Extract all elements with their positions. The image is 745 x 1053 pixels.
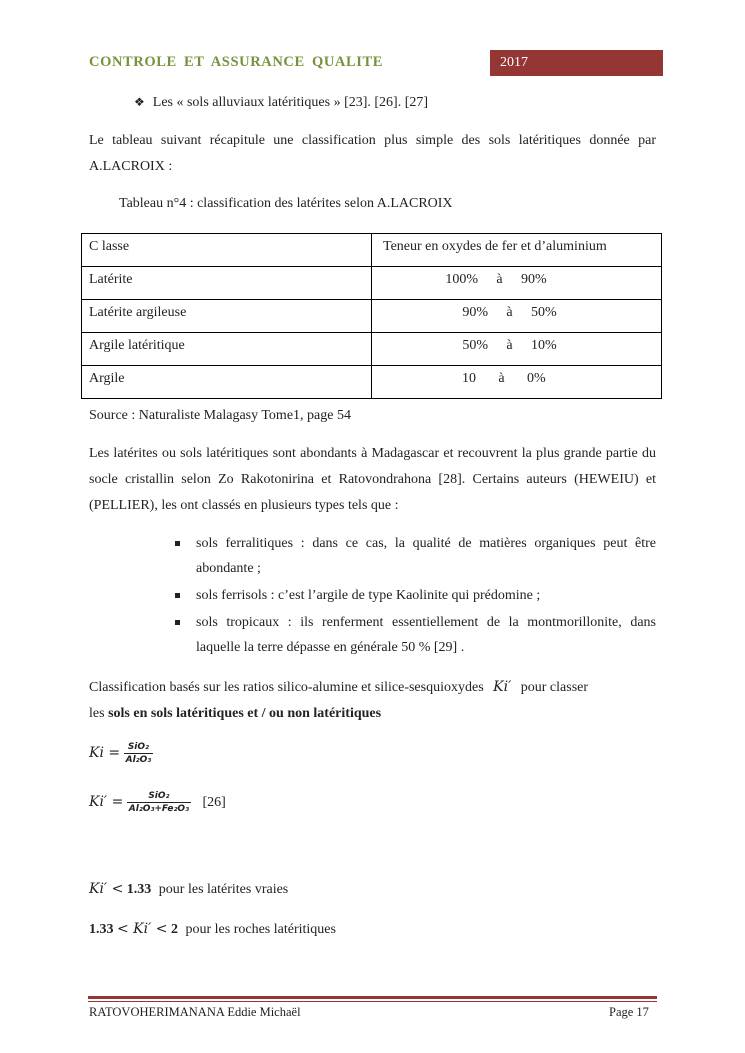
cell-teneur: [372, 300, 662, 333]
bullet-alluvial: [134, 95, 428, 110]
diamond-bullet-icon: ❖: [134, 95, 145, 109]
ki-denominator: Al₂O₃: [125, 755, 152, 765]
range-to: 0%: [527, 371, 546, 386]
ki-prime-denominator: Al₂O₃+Fe₂O₃: [128, 804, 190, 814]
classification-prefix: les: [89, 706, 105, 721]
condition-laterites-vraies: [89, 882, 288, 897]
header-title: CONTROLE ET ASSURANCE QUALITE: [89, 54, 384, 70]
ki-prime-reference: [26]: [202, 795, 226, 810]
cell-teneur: [372, 333, 662, 366]
list-item: [172, 610, 656, 660]
ki-fraction: [124, 742, 154, 766]
ki-prime-label: Ki′ =: [89, 794, 124, 811]
ki-prime-numerator: SiO₂: [148, 791, 170, 801]
range-sep: à: [498, 371, 505, 386]
square-bullet-icon: [175, 541, 180, 546]
table-caption: Tableau n°4 : classification des latérites selon A.LACROIX: [119, 196, 453, 211]
formula-ki: [89, 742, 153, 766]
condition-2-value-2: 2: [170, 922, 178, 937]
footer-rule: [88, 996, 657, 999]
classification-line-1: [89, 680, 588, 695]
ki-label: Ki =: [89, 745, 121, 762]
cell-teneur: [372, 267, 662, 300]
range-to: 50%: [531, 305, 557, 320]
classification-text: Classification basés sur les ratios silico-alumine et silice-sesquioxydes: [89, 680, 484, 695]
table-row: [82, 300, 662, 333]
classification-bold: sols en sols latéritiques et / ou non latéritiques: [108, 706, 382, 721]
header-classe: C lasse: [82, 234, 372, 267]
table-source: Source : Naturaliste Malagasy Tome1, page 54: [89, 408, 351, 423]
condition-2-expr: < Ki′ <: [117, 921, 168, 937]
table-row: [82, 366, 662, 399]
classification-text-end: pour classer: [520, 680, 589, 695]
soil-types-list: [172, 531, 656, 660]
condition-2-text: pour les roches latéritiques: [185, 922, 336, 937]
cell-classe: Latérite: [82, 267, 372, 300]
table-header-row: [82, 234, 662, 267]
square-bullet-icon: [175, 620, 180, 625]
range-from: 50%: [462, 338, 488, 353]
formula-ki-prime: [89, 791, 226, 815]
cell-classe: Argile latéritique: [82, 333, 372, 366]
ki-prime-fraction: [127, 791, 191, 815]
classification-line-2: [89, 707, 381, 721]
range-from: 90%: [462, 305, 488, 320]
condition-1-value: 1.33: [126, 882, 152, 897]
range-to: 90%: [521, 272, 547, 287]
bullet-alluvial-text: Les « sols alluviaux latéritiques » [23]. [26]. [27]: [152, 95, 429, 110]
cell-classe: Argile: [82, 366, 372, 399]
cell-classe: Latérite argileuse: [82, 300, 372, 333]
range-sep: à: [506, 338, 513, 353]
list-item-text: sols tropicaux : ils renferment essentiellement de la montmorillonite, dans laquelle la terre dépasse en générale 50 % [29] .: [196, 615, 656, 655]
footer-author: RATOVOHERIMANANA Eddie Michaël: [89, 1005, 301, 1019]
table-row: [82, 267, 662, 300]
classification-table: [81, 233, 662, 399]
intro-paragraph: Le tableau suivant récapitule une classification plus simple des sols latéritiques donnée par A.LACROIX :: [89, 133, 656, 174]
condition-2-value: 1.33: [89, 922, 114, 937]
range-from: 10: [462, 371, 476, 386]
cell-teneur: [372, 366, 662, 399]
ki-numerator: SiO₂: [127, 742, 149, 752]
range-sep: à: [496, 272, 503, 287]
header-teneur: Teneur en oxydes de fer et d’aluminium: [372, 234, 662, 267]
list-item: [172, 531, 656, 581]
range-to: 10%: [531, 338, 557, 353]
condition-1-text: pour les latérites vraies: [158, 882, 289, 897]
list-item: [172, 583, 656, 608]
condition-roches-lateritiques: [89, 922, 336, 937]
condition-1-expr: Ki′ <: [89, 881, 124, 897]
table-row: [82, 333, 662, 366]
laterites-paragraph: Les latérites ou sols latéritiques sont abondants à Madagascar et recouvrent la plus grande partie du socle cristallin selon Zo Rakotonirina et Ratovondrahona [28]. Certains auteurs (HEWEIU) et (PELLIER), les ont classés en plusieurs types tels que :: [89, 446, 656, 513]
list-item-text: sols ferralitiques : dans ce cas, la qualité de matières organiques peut être abondante ;: [196, 536, 656, 576]
range-sep: à: [506, 305, 513, 320]
footer-rule-thin: [88, 1001, 657, 1002]
square-bullet-icon: [175, 593, 180, 598]
list-item-text: sols ferrisols : c’est l’argile de type Kaolinite qui prédomine ;: [196, 588, 541, 603]
header-year-badge: 2017: [490, 50, 663, 76]
footer-page-number: Page 17: [609, 1005, 649, 1019]
range-from: 100%: [445, 272, 478, 287]
ki-prime-symbol: Ki′: [493, 679, 512, 695]
